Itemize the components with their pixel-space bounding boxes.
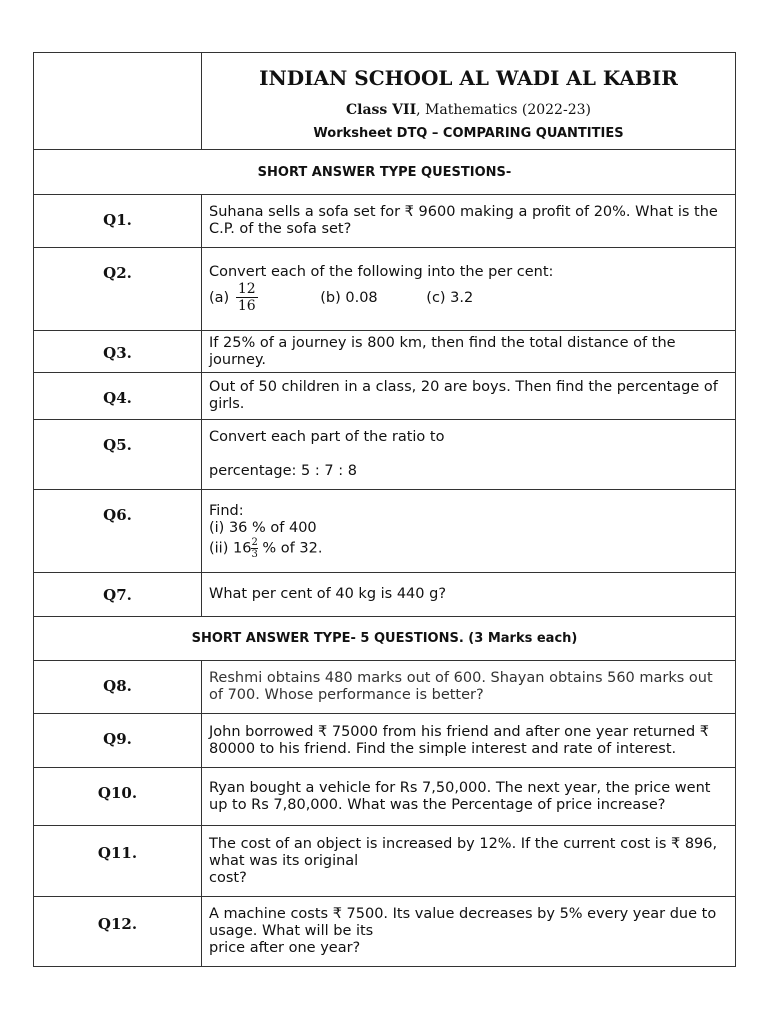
q2-option-c: (c) 3.2 — [426, 289, 474, 306]
question-row — [34, 490, 736, 573]
question-number: Q10. — [34, 768, 202, 826]
question-text — [202, 826, 736, 897]
fraction-numerator: 2 — [251, 536, 258, 548]
q11-line-1: The cost of an object is increased by 12%. If the current cost is ₹ 896, what was its original — [209, 835, 718, 869]
question-text: Suhana sells a sofa set for ₹ 9600 making a profit of 20%. What is the C.P. of the sofa set? — [202, 195, 736, 248]
q2-option-b: (b) 0.08 — [320, 289, 378, 306]
question-number: Q3. — [34, 331, 202, 373]
question-text: What per cent of 40 kg is 440 g? — [202, 573, 736, 617]
question-text — [202, 897, 736, 967]
question-row — [34, 573, 736, 617]
question-row — [34, 373, 736, 420]
question-text — [202, 490, 736, 573]
question-row — [34, 826, 736, 897]
q12-line-2: price after one year? — [209, 940, 361, 956]
question-row — [34, 195, 736, 248]
q6-rest: % of 32. — [257, 540, 323, 556]
q5-line-2: percentage: 5 : 7 : 8 — [209, 463, 357, 479]
q2-options — [209, 281, 727, 314]
question-number: Q7. — [34, 573, 202, 617]
fraction-denominator: 16 — [237, 298, 256, 314]
question-text — [202, 248, 736, 331]
q2-instruction: Convert each of the following into the per cent: — [209, 264, 554, 280]
logo-cell — [34, 53, 202, 150]
question-number: Q5. — [34, 420, 202, 490]
fraction-numerator: 12 — [237, 281, 256, 297]
class-line — [202, 102, 735, 118]
question-text: Reshmi obtains 480 marks out of 600. Shayan obtains 560 marks out of 700. Whose performance is better? — [202, 661, 736, 714]
fraction-denominator: 3 — [251, 548, 258, 560]
question-row — [34, 661, 736, 714]
question-number: Q1. — [34, 195, 202, 248]
worksheet-table — [33, 52, 736, 967]
school-name: INDIAN SCHOOL AL WADI AL KABIR — [259, 65, 678, 90]
q5-line-1: Convert each part of the ratio to — [209, 429, 445, 445]
question-text: Ryan bought a vehicle for Rs 7,50,000. The next year, the price went up to Rs 7,80,000. What was the Percentage of price increase? — [202, 768, 736, 826]
section-heading-short: SHORT ANSWER TYPE QUESTIONS- — [34, 150, 736, 195]
header-cell — [202, 53, 736, 150]
q6-whole: (ii) 16 — [209, 540, 252, 556]
question-number: Q8. — [34, 661, 202, 714]
section-heading-short5: SHORT ANSWER TYPE- 5 QUESTIONS. (3 Marks each) — [34, 617, 736, 661]
question-row — [34, 768, 736, 826]
q11-line-2: cost? — [209, 869, 247, 886]
q12-line-1: A machine costs ₹ 7500. Its value decreases by 5% every year due to usage. What will be its — [209, 906, 717, 939]
question-row — [34, 248, 736, 331]
question-row — [34, 331, 736, 373]
q6-line-3 — [209, 537, 727, 560]
question-row — [34, 897, 736, 967]
question-text: If 25% of a journey is 800 km, then find the total distance of the journey. — [202, 331, 736, 373]
question-row — [34, 714, 736, 768]
question-text — [202, 420, 736, 490]
question-number: Q4. — [34, 373, 202, 420]
class-label: Class VII — [346, 101, 417, 118]
question-row — [34, 420, 736, 490]
worksheet-title: Worksheet DTQ – COMPARING QUANTITIES — [313, 125, 624, 141]
question-number: Q9. — [34, 714, 202, 768]
q6-line-1: Find: — [209, 502, 244, 519]
question-number: Q12. — [34, 897, 202, 967]
q2-fraction — [236, 281, 258, 314]
question-number: Q6. — [34, 490, 202, 573]
q2-option-a-label: (a) — [209, 289, 230, 306]
question-number: Q2. — [34, 248, 202, 331]
question-text: John borrowed ₹ 75000 from his friend and after one year returned ₹ 80000 to his friend. Find the simple interest and rate of interest. — [202, 714, 736, 768]
q6-line-2: (i) 36 % of 400 — [209, 519, 317, 536]
question-text: Out of 50 children in a class, 20 are boys. Then find the percentage of girls. — [202, 373, 736, 420]
question-number: Q11. — [34, 826, 202, 897]
subject-year: , Mathematics (2022-23) — [416, 101, 591, 118]
